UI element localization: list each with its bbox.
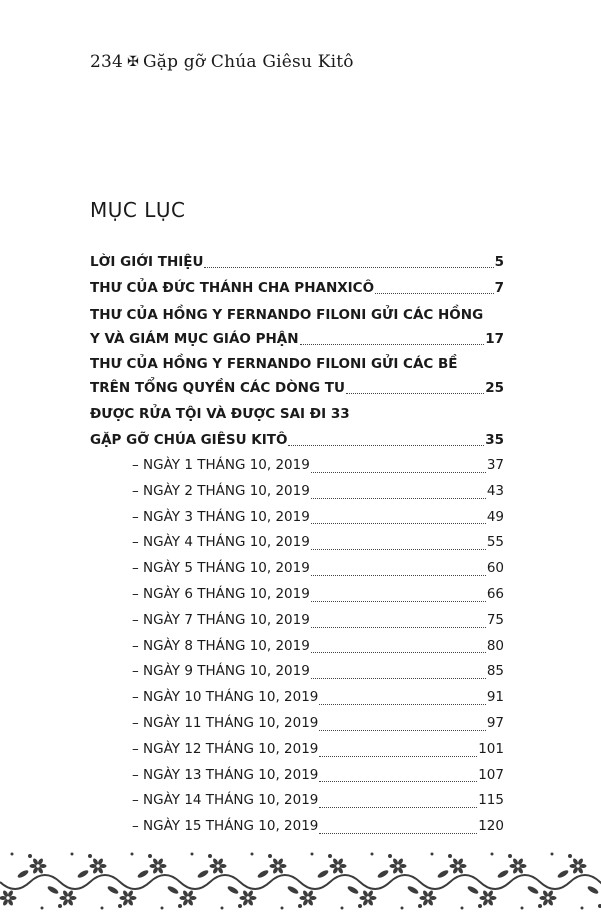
toc-entry-page: 91 xyxy=(486,689,504,706)
toc-entry-filoni-letter-superiors[interactable] xyxy=(90,352,504,400)
toc-entry-intro[interactable] xyxy=(90,250,504,274)
toc-sub-entry[interactable] xyxy=(90,659,504,685)
toc-entry-label: – NGÀY 12 THÁNG 10, 2019 xyxy=(132,740,319,757)
leader-dots xyxy=(311,626,486,628)
toc-sub-entry[interactable] xyxy=(90,530,504,556)
toc-entry-page: 55 xyxy=(486,534,504,551)
leader-dots xyxy=(319,780,477,782)
sub-entry-list xyxy=(90,453,504,840)
leader-dots xyxy=(288,444,484,446)
toc-entry-page: 37 xyxy=(486,457,504,473)
toc-entry-label-line1: THƯ CỦA HỒNG Y FERNANDO FILONI GỬI CÁC BỀ xyxy=(90,356,458,372)
toc-title: MỤC LỤC xyxy=(90,198,186,222)
toc-entry-page: 5 xyxy=(494,254,504,270)
toc-sub-entry[interactable] xyxy=(90,453,504,479)
leader-dots xyxy=(319,755,477,757)
toc-entry-label-line1: THƯ CỦA HỒNG Y FERNANDO FILONI GỬI CÁC HỒNG xyxy=(90,307,484,323)
leader-dots xyxy=(204,266,493,268)
leader-dots xyxy=(311,522,486,524)
toc-entry-page: 17 xyxy=(485,331,504,347)
toc-sub-entry[interactable] xyxy=(90,556,504,582)
leader-dots xyxy=(311,651,486,653)
toc-entry-filoni-letter-bishops[interactable] xyxy=(90,303,504,351)
toc-sub-entry[interactable] xyxy=(90,788,504,814)
toc-entry-label: – NGÀY 4 THÁNG 10, 2019 xyxy=(132,534,310,551)
toc-entry-label: – NGÀY 13 THÁNG 10, 2019 xyxy=(132,766,319,783)
toc-entry-label: – NGÀY 7 THÁNG 10, 2019 xyxy=(132,611,310,628)
toc-entry-label: – NGÀY 2 THÁNG 10, 2019 xyxy=(132,482,310,499)
toc-entry-meeting-jesus[interactable] xyxy=(90,428,504,452)
running-header xyxy=(90,52,354,72)
toc-sub-entry[interactable] xyxy=(90,763,504,789)
toc-sub-entry[interactable] xyxy=(90,814,504,840)
leader-dots xyxy=(319,703,485,705)
toc-sub-entry[interactable] xyxy=(90,608,504,634)
table-of-contents xyxy=(90,250,504,840)
toc-entry-page: 120 xyxy=(478,818,504,835)
toc-entry-baptized-sent[interactable] xyxy=(90,402,504,426)
toc-entry-label: – NGÀY 6 THÁNG 10, 2019 xyxy=(132,585,310,602)
toc-entry-page: 115 xyxy=(478,792,504,809)
leader-dots xyxy=(375,292,494,294)
toc-entry-label: – NGÀY 9 THÁNG 10, 2019 xyxy=(132,663,310,680)
toc-entry-label: – NGÀY 11 THÁNG 10, 2019 xyxy=(132,714,319,731)
toc-entry-page: 43 xyxy=(486,482,504,499)
leader-dots xyxy=(300,343,485,345)
toc-sub-entry[interactable] xyxy=(90,479,504,505)
toc-entry-page: 80 xyxy=(486,637,504,654)
toc-sub-entry[interactable] xyxy=(90,634,504,660)
toc-entry-label: – NGÀY 5 THÁNG 10, 2019 xyxy=(132,560,310,577)
leader-dots xyxy=(311,574,486,576)
toc-entry-label: THƯ CỦA ĐỨC THÁNH CHA PHANXICÔ xyxy=(90,280,375,296)
toc-sub-entry[interactable] xyxy=(90,505,504,531)
toc-entry-label: – NGÀY 10 THÁNG 10, 2019 xyxy=(132,689,319,706)
floral-border-icon xyxy=(0,848,601,916)
leader-dots xyxy=(319,806,477,808)
toc-entry-label-line2: Y VÀ GIÁM MỤC GIÁO PHẬN xyxy=(90,331,299,347)
toc-entry-page: 49 xyxy=(486,508,504,525)
leader-dots xyxy=(311,677,486,679)
leader-dots xyxy=(319,729,485,731)
leader-dots xyxy=(311,497,486,499)
book-title: Gặp gỡ Chúa Giêsu Kitô xyxy=(143,52,354,72)
toc-entry-page: 75 xyxy=(486,611,504,628)
toc-entry-page: 60 xyxy=(486,560,504,577)
toc-sub-entry[interactable] xyxy=(90,737,504,763)
leader-dots xyxy=(319,832,477,834)
toc-entry-page: 66 xyxy=(486,585,504,602)
toc-sub-entry[interactable] xyxy=(90,582,504,608)
leader-dots xyxy=(311,548,486,550)
toc-sub-entry[interactable] xyxy=(90,685,504,711)
toc-entry-pope-letter[interactable] xyxy=(90,276,504,300)
cross-icon: ✠ xyxy=(127,54,139,70)
toc-entry-label: – NGÀY 14 THÁNG 10, 2019 xyxy=(132,792,319,809)
toc-entry-page: 25 xyxy=(485,380,504,396)
leader-dots xyxy=(311,600,486,602)
toc-entry-page: 85 xyxy=(486,663,504,680)
toc-entry-label: – NGÀY 15 THÁNG 10, 2019 xyxy=(132,818,319,835)
toc-entry-page: 107 xyxy=(478,766,504,783)
toc-entry-page: 101 xyxy=(478,740,504,757)
toc-entry-label: – NGÀY 3 THÁNG 10, 2019 xyxy=(132,508,310,525)
toc-entry-label: LỜI GIỚI THIỆU xyxy=(90,254,204,270)
leader-dots xyxy=(311,471,486,473)
toc-entry-page: 7 xyxy=(494,280,504,296)
toc-entry-label: – NGÀY 8 THÁNG 10, 2019 xyxy=(132,637,310,654)
toc-entry-label: GẶP GỠ CHÚA GIÊSU KITÔ xyxy=(90,432,288,448)
toc-sub-entry[interactable] xyxy=(90,711,504,737)
toc-entry-label: – NGÀY 1 THÁNG 10, 2019 xyxy=(132,457,310,473)
toc-entry-label: ĐƯỢC RỬA TỘI VÀ ĐƯỢC SAI ĐI 33 xyxy=(90,406,350,422)
toc-entry-page: 35 xyxy=(485,432,504,448)
toc-entry-page: 97 xyxy=(486,714,504,731)
toc-entry-label-line2: TRÊN TỔNG QUYỀN CÁC DÒNG TU xyxy=(90,380,345,396)
page-number: 234 xyxy=(90,52,124,72)
leader-dots xyxy=(346,392,484,394)
